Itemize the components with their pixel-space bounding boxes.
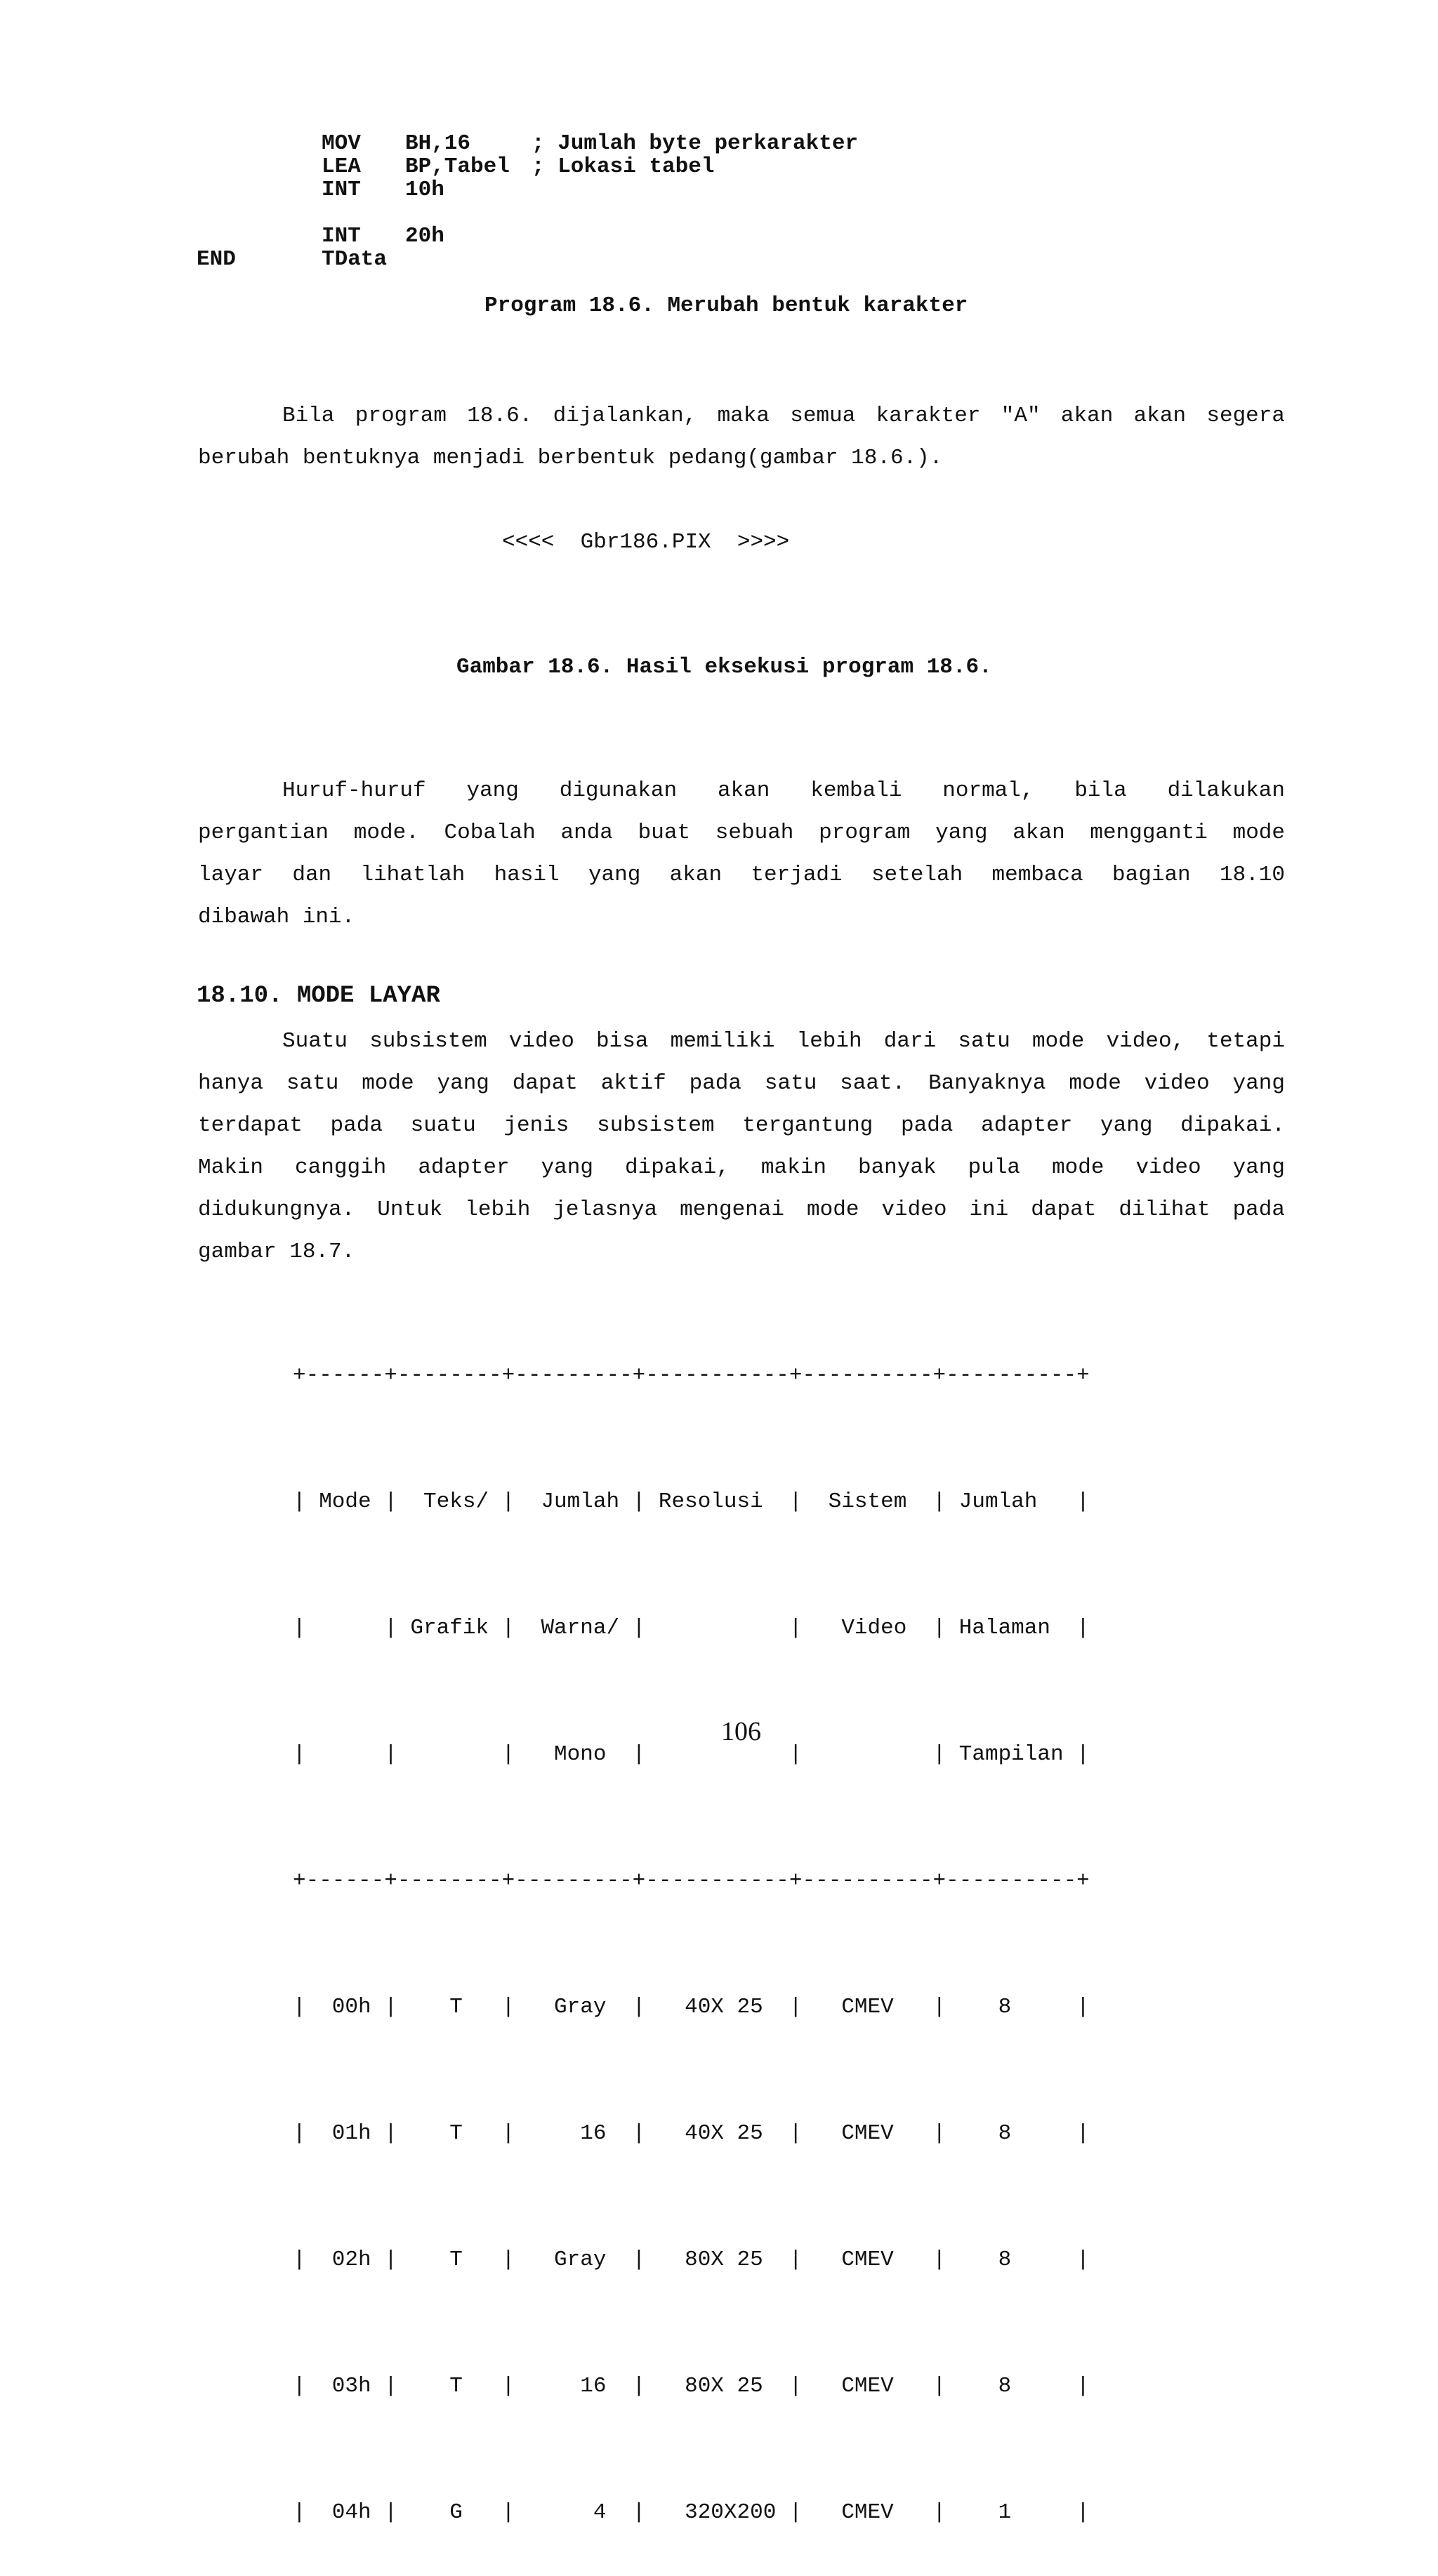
code-label: END <box>197 247 236 272</box>
code-operand: BP,Tabel <box>405 154 510 179</box>
section-heading: 18.10. MODE LAYAR <box>197 983 440 1009</box>
code-operand: 10h <box>405 178 444 202</box>
table-row: | 03h | T | 16 | 80X 25 | CMEV | 8 | <box>293 2374 1090 2398</box>
paragraph-line: didukungnya. Untuk lebih jelasnya mengenai mode video ini dapat dilihat pada <box>198 1197 1285 1222</box>
table-header-row: | | | Mono | | | Tampilan | <box>293 1742 1090 1767</box>
code-mnemonic: TData <box>322 247 388 272</box>
paragraph-line: Makin canggih adapter yang dipakai, makin banyak pula mode video yang <box>198 1155 1285 1180</box>
paragraph <box>198 1021 1285 1273</box>
paragraph-line: Suatu subsistem video bisa memiliki lebih dari satu mode video, tetapi <box>282 1029 1285 1054</box>
paragraph-line: Bila program 18.6. dijalankan, maka semua karakter "A" akan akan segera <box>282 404 1285 428</box>
mode-table <box>293 1270 1090 2576</box>
table-row: | 00h | T | Gray | 40X 25 | CMEV | 8 | <box>293 1995 1090 2019</box>
code-operand: BH,16 <box>405 131 471 156</box>
paragraph-line: dibawah ini. <box>198 905 355 929</box>
table-header-row: | | Grafik | Warna/ | | Video | Halaman | <box>293 1616 1090 1640</box>
page-number: 106 <box>721 1717 761 1746</box>
table-row: | 04h | G | 4 | 320X200 | CMEV | 1 | <box>293 2500 1090 2525</box>
figure-caption: Gambar 18.6. Hasil eksekusi program 18.6. <box>456 655 992 679</box>
table-header-row: | Mode | Teks/ | Jumlah | Resolusi | Sistem | Jumlah | <box>293 1489 1090 1514</box>
table-row: | 01h | T | 16 | 40X 25 | CMEV | 8 | <box>293 2121 1090 2146</box>
code-mnemonic: LEA <box>322 154 361 179</box>
code-mnemonic: INT <box>322 178 361 202</box>
paragraph-line: berubah bentuknya menjadi berbentuk pedang(gambar 18.6.). <box>198 446 943 470</box>
paragraph <box>198 395 1285 479</box>
paragraph <box>198 770 1285 938</box>
image-placeholder: <<<< Gbr186.PIX >>>> <box>502 530 790 555</box>
table-border: +------+--------+---------+-----------+----------+----------+ <box>293 1363 1090 1388</box>
paragraph-line: gambar 18.7. <box>198 1240 355 1264</box>
code-operand: 20h <box>405 224 444 248</box>
code-comment: ; Jumlah byte perkarakter <box>532 131 859 156</box>
paragraph-line: Huruf-huruf yang digunakan akan kembali normal, bila dilakukan <box>282 778 1285 803</box>
code-comment: ; Lokasi tabel <box>532 154 715 179</box>
code-mnemonic: INT <box>322 224 361 248</box>
table-row: | 02h | T | Gray | 80X 25 | CMEV | 8 | <box>293 2248 1090 2272</box>
paragraph-line: layar dan lihatlah hasil yang akan terjadi setelah membaca bagian 18.10 <box>198 863 1285 887</box>
program-caption: Program 18.6. Merubah bentuk karakter <box>484 293 968 318</box>
paragraph-line: pergantian mode. Cobalah anda buat sebuah program yang akan mengganti mode <box>198 821 1285 845</box>
paragraph-line: terdapat pada suatu jenis subsistem tergantung pada adapter yang dipakai. <box>198 1113 1285 1138</box>
paragraph-line: hanya satu mode yang dapat aktif pada satu saat. Banyaknya mode video yang <box>198 1071 1285 1096</box>
table-border: +------+--------+---------+-----------+----------+----------+ <box>293 1868 1090 1893</box>
code-mnemonic: MOV <box>322 131 361 156</box>
